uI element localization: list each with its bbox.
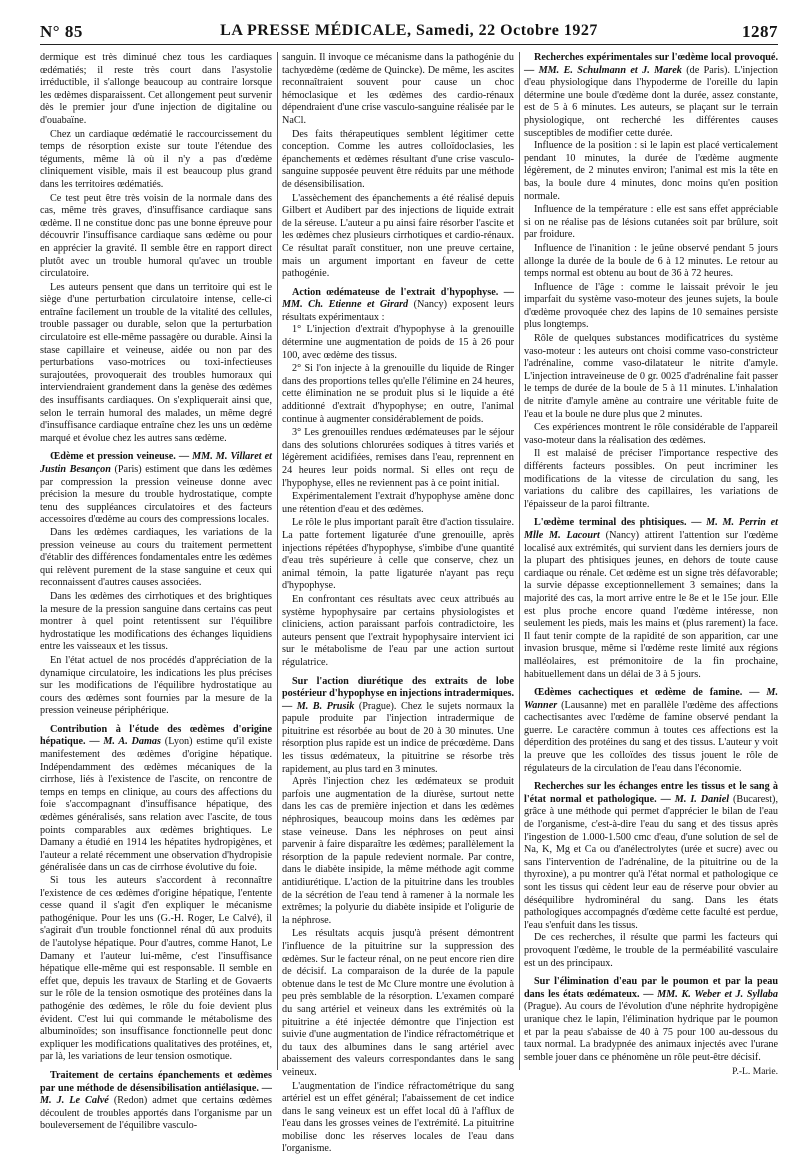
article-heading [524, 687, 778, 775]
article-text: (de Paris). L'injection d'eau physiologique dans l'hypoderme de l'oreille du lapin détermine une boule d'œdème dont la durée, assez constante, est de 5 à 6 minutes. Les auteurs, se plaçant sur le terrain physiologique, ont recherché les différentes causes susceptibles de modifier cette durée. [524, 65, 778, 139]
page-header [40, 22, 778, 45]
article-heading [282, 676, 514, 777]
article-title: Traitement de certains épanchements et œdèmes par une méthode de désensibilisation antiélasique. — [40, 1070, 272, 1094]
article-heading [524, 976, 778, 1064]
article-title: Sur l'élimination d'eau par le poumon et par la peau dans les états œdémateux. — [524, 976, 778, 1000]
column-divider-2 [519, 52, 520, 1070]
article-heading [524, 52, 778, 140]
article-title: Action œdémateuse de l'extrait d'hypophyse. — [292, 287, 514, 298]
column-2 [282, 52, 514, 1070]
article-title: Recherches expérimentales sur l'œdème local provoqué. — [524, 52, 778, 76]
article-text: (Bucarest), grâce à une méthode qui permet d'apprécier le bilan de l'eau de l'organisme, c'est-à-dire l'eau du sang et des tissus après l'ingestion de 1.000-1.500 cmc d'eau, d'une solution de sel de Na, K, Mg et Ca ou d'anélectrolytes (urée et sucre) avec ou sans l'intervention de l'adrénaline, de la pituitrine ou de la thyroxine), a pu montrer qu'à l'état normal et pathologique ce sont les tissus qui cèdent leur eau de réserve pour obvier au déséquilibre hydrominéral du sang. Dans les états pathologiques accompagnés d'œdème cette faculté est perdue, l'eau s'enfuit dans les tissus. [524, 794, 778, 931]
article-heading [40, 724, 272, 875]
paragraph: Chez un cardiaque œdématié le raccourcissement du temps de résorption existe sur toute l'étendue des téguments, même là où il n'y a pas d'œdème cliniquement visible, mais il est beaucoup plus grand dans les territoires œdématiés. [40, 129, 272, 192]
paragraph: Les auteurs pensent que dans un territoire qui est le siège d'une perturbation circulatoire intense, celle-ci entraîne facilement un trouble de la vitalité des cellules, trouble passager ou durable, selon que la perturbation circulatoire est elle-même passagère ou durable. Ainsi la stase capillaire et veineuse, aidée ou non par des perturbations vaso-motrices ou toxi-infectieuses surajoutées, provoquerait des troubles humoraux qui interviendraient grandement dans la genèse des œdèmes des insuffisants cardiaques. On s'expliquerait ainsi que, selon le terrain humoral des malades, un même degré d'insuffisance cardiaque entraîne chez les uns un œdème marqué et évolue chez les autres sans œdème. [40, 282, 272, 446]
article-text: (Lausanne) met en parallèle l'œdème des affections cachectisantes avec l'œdème de famine observé pendant la guerre. Le caractère commun à toutes ces affections est la déperdition des protéines du sang et des tissus. L'auteur y voit la preuve que les colloïdes des tissus jouent le rôle de régulateurs de la circulation de l'eau dans l'économie. [524, 700, 778, 774]
article-authors: M. Wanner [524, 687, 778, 711]
article-title: L'œdème terminal des phtisiques. — [534, 517, 706, 528]
article-heading [282, 287, 514, 325]
article-text: (Prague). Chez le sujets normaux la papule produite par l'injection intradermique de pituitrine est résorbée au bout de 20 à 30 minutes. Une résorption plus rapide est un indice de précœdème. Dans les tissus œdémateux, la pituitrine se résorbe très rapidement, au plus tard en 3 minutes. [282, 701, 514, 775]
signature: P.-L. Marie. [524, 1066, 778, 1079]
article-authors: M. A. Damas [103, 736, 161, 747]
paragraph: Après l'injection chez les œdémateux se produit parfois une augmentation de la diurèse, surtout nette dans les cas de première injection et dans les œdèmes néphrosiques, beaucoup moins dans les œdèmes par stase veineuse. Dans les néphroses on peut ainsi parvenir à faire disparaître les œdèmes; parallèlement la résorption de la papule redevient normale. Par contre, dans le diabète insipide, la même méthode agit comme antidiurétique. L'action de la pituitrine dans les troubles de la sécrétion de l'eau tend à ramener à la normale les extrêmes; la polyurie du diabète insipide et l'oligurie de la néphrose. [282, 776, 514, 927]
article-title: Contribution à l'étude des œdèmes d'origine hépatique. — [40, 724, 272, 748]
paragraph: 2° Si l'on injecte à la grenouille du liquide de Ringer dans des proportions telles qu'elle l'élimine en 24 heures, cette élimination ne se produit plus si le liquide a été additionné d'extrait d'hypophyse; en outre, l'animal continue à augmenter considérablement de poids. [282, 363, 514, 426]
paragraph: Ce test peut être très voisin de la normale dans des cas, même très graves, d'insuffisance cardiaque sans œdème. Il ne constitue donc pas une bonne épreuve pour découvrir l'insuffisance cardiaque sans œdème ou pour en apprécier la gravité. Il semble être en rapport direct plutôt avec un trouble humoral qu'avec un trouble circulatoire. [40, 193, 272, 281]
paragraph: Influence de la température : elle est sans effet appréciable si on ne réalise pas de lésions cutanées soit par brûlure, soit par froidure. [524, 204, 778, 242]
issue-number: N° 85 [40, 22, 83, 42]
article-heading [40, 451, 272, 527]
article-authors: MM. K. Weber et J. Syllaba [657, 989, 778, 1000]
article-title: Recherches sur les échanges entre les tissus et le sang à l'état normal et pathologique. — [524, 781, 778, 805]
paragraph: Il est malaisé de préciser l'importance respective des différents facteurs possibles. On peut incriminer les modifications de la vitesse de circulation du sang, les variations du calibre des capillaires, les variations de l'épaisseur de la paroi filtrante. [524, 448, 778, 511]
article-title: Œdèmes cachectiques et œdème de famine. — [534, 687, 766, 698]
paragraph: En l'état actuel de nos procédés d'appréciation de la dynamique circulatoire, les indications les plus précises sur les modifications de l'équilibre hydrostatique au cours des œdèmes sont fournies par la mesure de la pression veineuse périphérique. [40, 655, 272, 718]
paragraph: L'assèchement des épanchements a été réalisé depuis Gilbert et Audibert par des injections de liquide extrait de la séreuse. L'auteur a pu ainsi faire résorber l'ascite et les œdèmes chez plusieurs cirrhotiques et cardio-rénaux. Ce résultat paraît constituer, non une preuve certaine, mais un argument important en faveur de cette pathogénie. [282, 193, 514, 281]
article-title: Œdème et pression veineuse. — [50, 451, 192, 462]
paragraph: Le rôle le plus important paraît être d'action tissulaire. La patte fortement ligaturée d'une grenouille, après injections répétées d'hypophyse, s'imbibe d'une quantité d'eau très supérieure à celle que conserve, chez un animal témoin, la patte ligaturée n'ayant pas reçu d'hypophyse. [282, 517, 514, 593]
paragraph: Des faits thérapeutiques semblent légitimer cette conception. Comme les autres colloïdoclasies, les épanchements et œdèmes résultant d'une crise vasculo-sanguine supposée peuvent être réduits par une méthode de désensibilisation. [282, 129, 514, 192]
article-text: (Prague). Au cours de l'évolution d'une néphrite hydropigène uranique chez le lapin, l'élimination hydrique par le poumon et par la peau s'abaisse de 40 à 75 pour 100 au-dessous du taux normal. La bradypnée des animaux injectés avec l'urane semble jouer dans ce phénomène un rôle peut-être décisif. [524, 1001, 778, 1062]
paragraph: Si tous les auteurs s'accordent à reconnaître l'existence de ces œdèmes d'origine hépatique, l'entente cesse quand il s'agit d'en expliquer le mécanisme pathogénique. Pour les uns (G.-H. Roger, Le Calvé), il s'agirait d'un trouble fonctionnel rénal dû aux produits de l'autolyse hépatique. Pour d'autres, comme Hanot, Le Damany et l'auteur lui-même, c'est l'insuffisance hépatique elle-même qui est responsable. Il semble en effet que, depuis les travaux de Starling et de Govaerts sur le rôle de la tension osmotique des protéines dans la pathogénie des œdèmes, le rôle du foie devient plus évident. C'est lui qui commande le métabolisme des albuminoïdes; son insuffisance fonctionnelle peut donc expliquer les modifications qualitatives des protéines, et, par là, les variations de leur tension osmotique. [40, 875, 272, 1064]
paragraph: Les résultats acquis jusqu'à présent démontrent l'influence de la pituitrine sur la suppression des œdèmes. Sur le facteur rénal, on ne peut encore rien dire de décisif. La comparaison de la durée de la papule obtenue dans le test de Mc Clure montre une évolution à peu près semblable de la résorption. L'examen comparé du sang artériel et veineux dans les extrémités où la pituitrine a été injectée démontre que l'injection est suivie d'une augmentation de l'indice réfractométrique et du taux des albumines dans le sang artériel avec abaissement des valeurs correspondantes dans le sang veineux. [282, 928, 514, 1079]
article-heading [40, 1070, 272, 1133]
column-1 [40, 52, 272, 1070]
article-authors: M. B. Prusik [297, 701, 355, 712]
paragraph: Influence de la position : si le lapin est placé verticalement pendant 10 minutes, la durée de l'œdème augmente légèrement, de 2 minutes environ; l'animal est mis la tête en bas, la boule dure 4 minutes, donc moins qu'en position normale. [524, 140, 778, 203]
column-3 [524, 52, 778, 1070]
article-heading [524, 781, 778, 932]
article-authors: MM. E. Schulmann et J. Marek [539, 65, 682, 76]
journal-running-title: LA PRESSE MÉDICALE, Samedi, 22 Octobre 1927 [40, 22, 778, 40]
article-text: (Paris) estiment que dans les œdèmes par compression la pression veineuse donne avec précision la mesure du trouble hydrostatique, compte tenu des suppléances circulatoires et des facteurs accessoires d'œdème au cours des compressions locales. [40, 464, 272, 525]
article-title: Sur l'action diurétique des extraits de lobe postérieur d'hypophyse en injections intradermiques. — [282, 676, 514, 712]
article-authors: M. I. Daniel [675, 794, 729, 805]
paragraph: L'augmentation de l'indice réfractométrique du sang artériel est un effet général; l'abaissement de cet indice dans le sang veineux est un effet local dû à l'afflux de l'eau dans les grosses veines de l'extrémité. La pituitrine mobilise donc les réserves locales de l'eau dans l'organisme. [282, 1081, 514, 1156]
paragraph: Influence de l'âge : comme le laissait prévoir le jeu imparfait du système vaso-moteur des jeunes sujets, la boule d'œdème provoquée chez des lapins de 10 semaines persiste plus longtemps. [524, 282, 778, 332]
column-divider-1 [277, 52, 278, 1070]
paragraph: sanguin. Il invoque ce mécanisme dans la pathogénie du tachyœdème (œdème de Quincke). De même, les ascites reconnaîtraient souvent pour cause un choc hémoclasique et les œdèmes des cardio-rénaux dépendraient d'une crise vasculo-sanguine réalisée par le NaCl. [282, 52, 514, 128]
article-text: (Lyon) estime qu'il existe manifestement des œdèmes d'origine hépatique. Indépendamment des œdèmes mécaniques de la cirrhose, liés à l'existence de l'ascite, on rencontre de temps en temps en clinique, au cours des affections du foie s'accompagnant d'insuffisance hépatique, des œdèmes généralisés, sans relation avec l'ascite, de tous points comparables aux œdèmes brightiques. Le Damany a étudié en 1914 les hépatites hydropigènes, et l'auteur a relaté récemment une observation d'hydropisie généralisée dans un cas de cirrhose évolutive du foie. [40, 736, 272, 873]
article-text: (Redon) admet que certains œdèmes découlent de troubles apportés dans l'organisme par un bouleversement de l'équilibre vasculo- [40, 1095, 272, 1131]
paragraph: dermique est très diminué chez tous les cardiaques œdématiés; il reste très court dans l'asystolie irréductible, il s'allonge beaucoup au contraire lorsque les œdèmes disparaissent. Cet allongement peut survenir dès le premier jour d'une injection de digitaline ou d'ouabaïne. [40, 52, 272, 128]
article-authors: M. M. Perrin et Mlle M. Lacourt [524, 517, 778, 541]
article-authors: MM. M. Villaret et Justin Besançon [40, 451, 272, 475]
article-authors: MM. Ch. Etienne et Girard [282, 299, 408, 310]
paragraph: 1° L'injection d'extrait d'hypophyse à la grenouille détermine une augmentation de poids de 15 à 26 pour 100, avec œdème des tissus. [282, 324, 514, 362]
paragraph: De ces recherches, il résulte que parmi les facteurs qui provoquent l'œdème, le trouble de la perméabilité vasculaire est un des principaux. [524, 932, 778, 970]
article-text: (Nancy) exposent leurs résultats expérimentaux : [282, 299, 514, 323]
paragraph: Rôle de quelques substances modificatrices du système vaso-moteur : les auteurs ont choisi comme vaso-constricteur l'adrénaline, comme vaso-dilatateur le nitrite d'amyle. L'injection intraveineuse de 0 gr. 0025 d'adrénaline fait passer le temps de durée de la boule de 5 à 11 minutes. L'inhalation de nitrite d'amyle amène au contraire une véritable fuite de l'eau et la boule ne dure plus que 2 minutes. [524, 333, 778, 421]
article-heading [524, 517, 778, 681]
paragraph: Influence de l'inanition : le jeûne observé pendant 5 jours allonge la durée de la boule de 6 à 12 minutes. Le retour au temps normal est obtenu au bout de 36 à 72 heures. [524, 243, 778, 281]
paragraph: 3° Les grenouilles rendues œdémateuses par le séjour dans des solutions chlorurées sodiques à titres variés et légèrement acidifiées, remises dans l'eau, reprennent en 24 heures leur poids normal. Si elles ont reçu de l'hypophyse, elles ne reviennent pas à ce point initial. [282, 427, 514, 490]
article-authors: M. J. Le Calvé [40, 1095, 109, 1106]
paragraph: En confrontant ces résultats avec ceux attribués au système hypophysaire par certains physiologistes et cliniciens, action paraissant parfois contradictoire, les auteurs pensent que l'extrait hypophysaire intervient ici sur le métabolisme de l'eau par une action surtout régulatrice. [282, 594, 514, 670]
article-text: (Nancy) attirent l'attention sur l'œdème localisé aux extrémités, qui survient dans les derniers jours de la plupart des phtisiques jeunes, en dehors de toute cause cardiaque ou rénale. Cet œdème est un signe très défavorable; la survie dépasse exceptionnellement 3 semaines; dans la majorité des cas, la mort arrive entre le 8e et le 15e jour. Elle est plus proche encore quand l'œdème intéresse, non seulement les pieds, mais les mains et (plus rarement) la face. Il faut tenir compte de la rapidité de son apparition, car une invasion brusque, même si l'œdème reste limité aux régions malléolaires, est prémonitoire de la fin prochaine, habituellement dans un délai de 3 à 5 jours. [524, 530, 778, 680]
paragraph: Expérimentalement l'extrait d'hypophyse amène donc une rétention d'eau et des œdèmes. [282, 491, 514, 516]
paragraph: Dans les œdèmes cardiaques, les variations de la pression veineuse au cours du traitement permettent d'établir des différences fondamentales entre les œdèmes qui relèvent purement de la stase sanguine et ceux qui reconnaissent d'autres causes associées. [40, 527, 272, 590]
paragraph: Dans les œdèmes des cirrhotiques et des brightiques la mesure de la pression sanguine dans certains cas peut montrer à quel point retentissent sur l'équilibre hydrostatique les modifications des échanges liquidiens entre les vaisseaux et les tissus. [40, 591, 272, 654]
page-number: 1287 [742, 22, 778, 42]
paragraph: Ces expériences montrent le rôle considérable de l'appareil vaso-moteur dans la réalisation des œdèmes. [524, 422, 778, 447]
